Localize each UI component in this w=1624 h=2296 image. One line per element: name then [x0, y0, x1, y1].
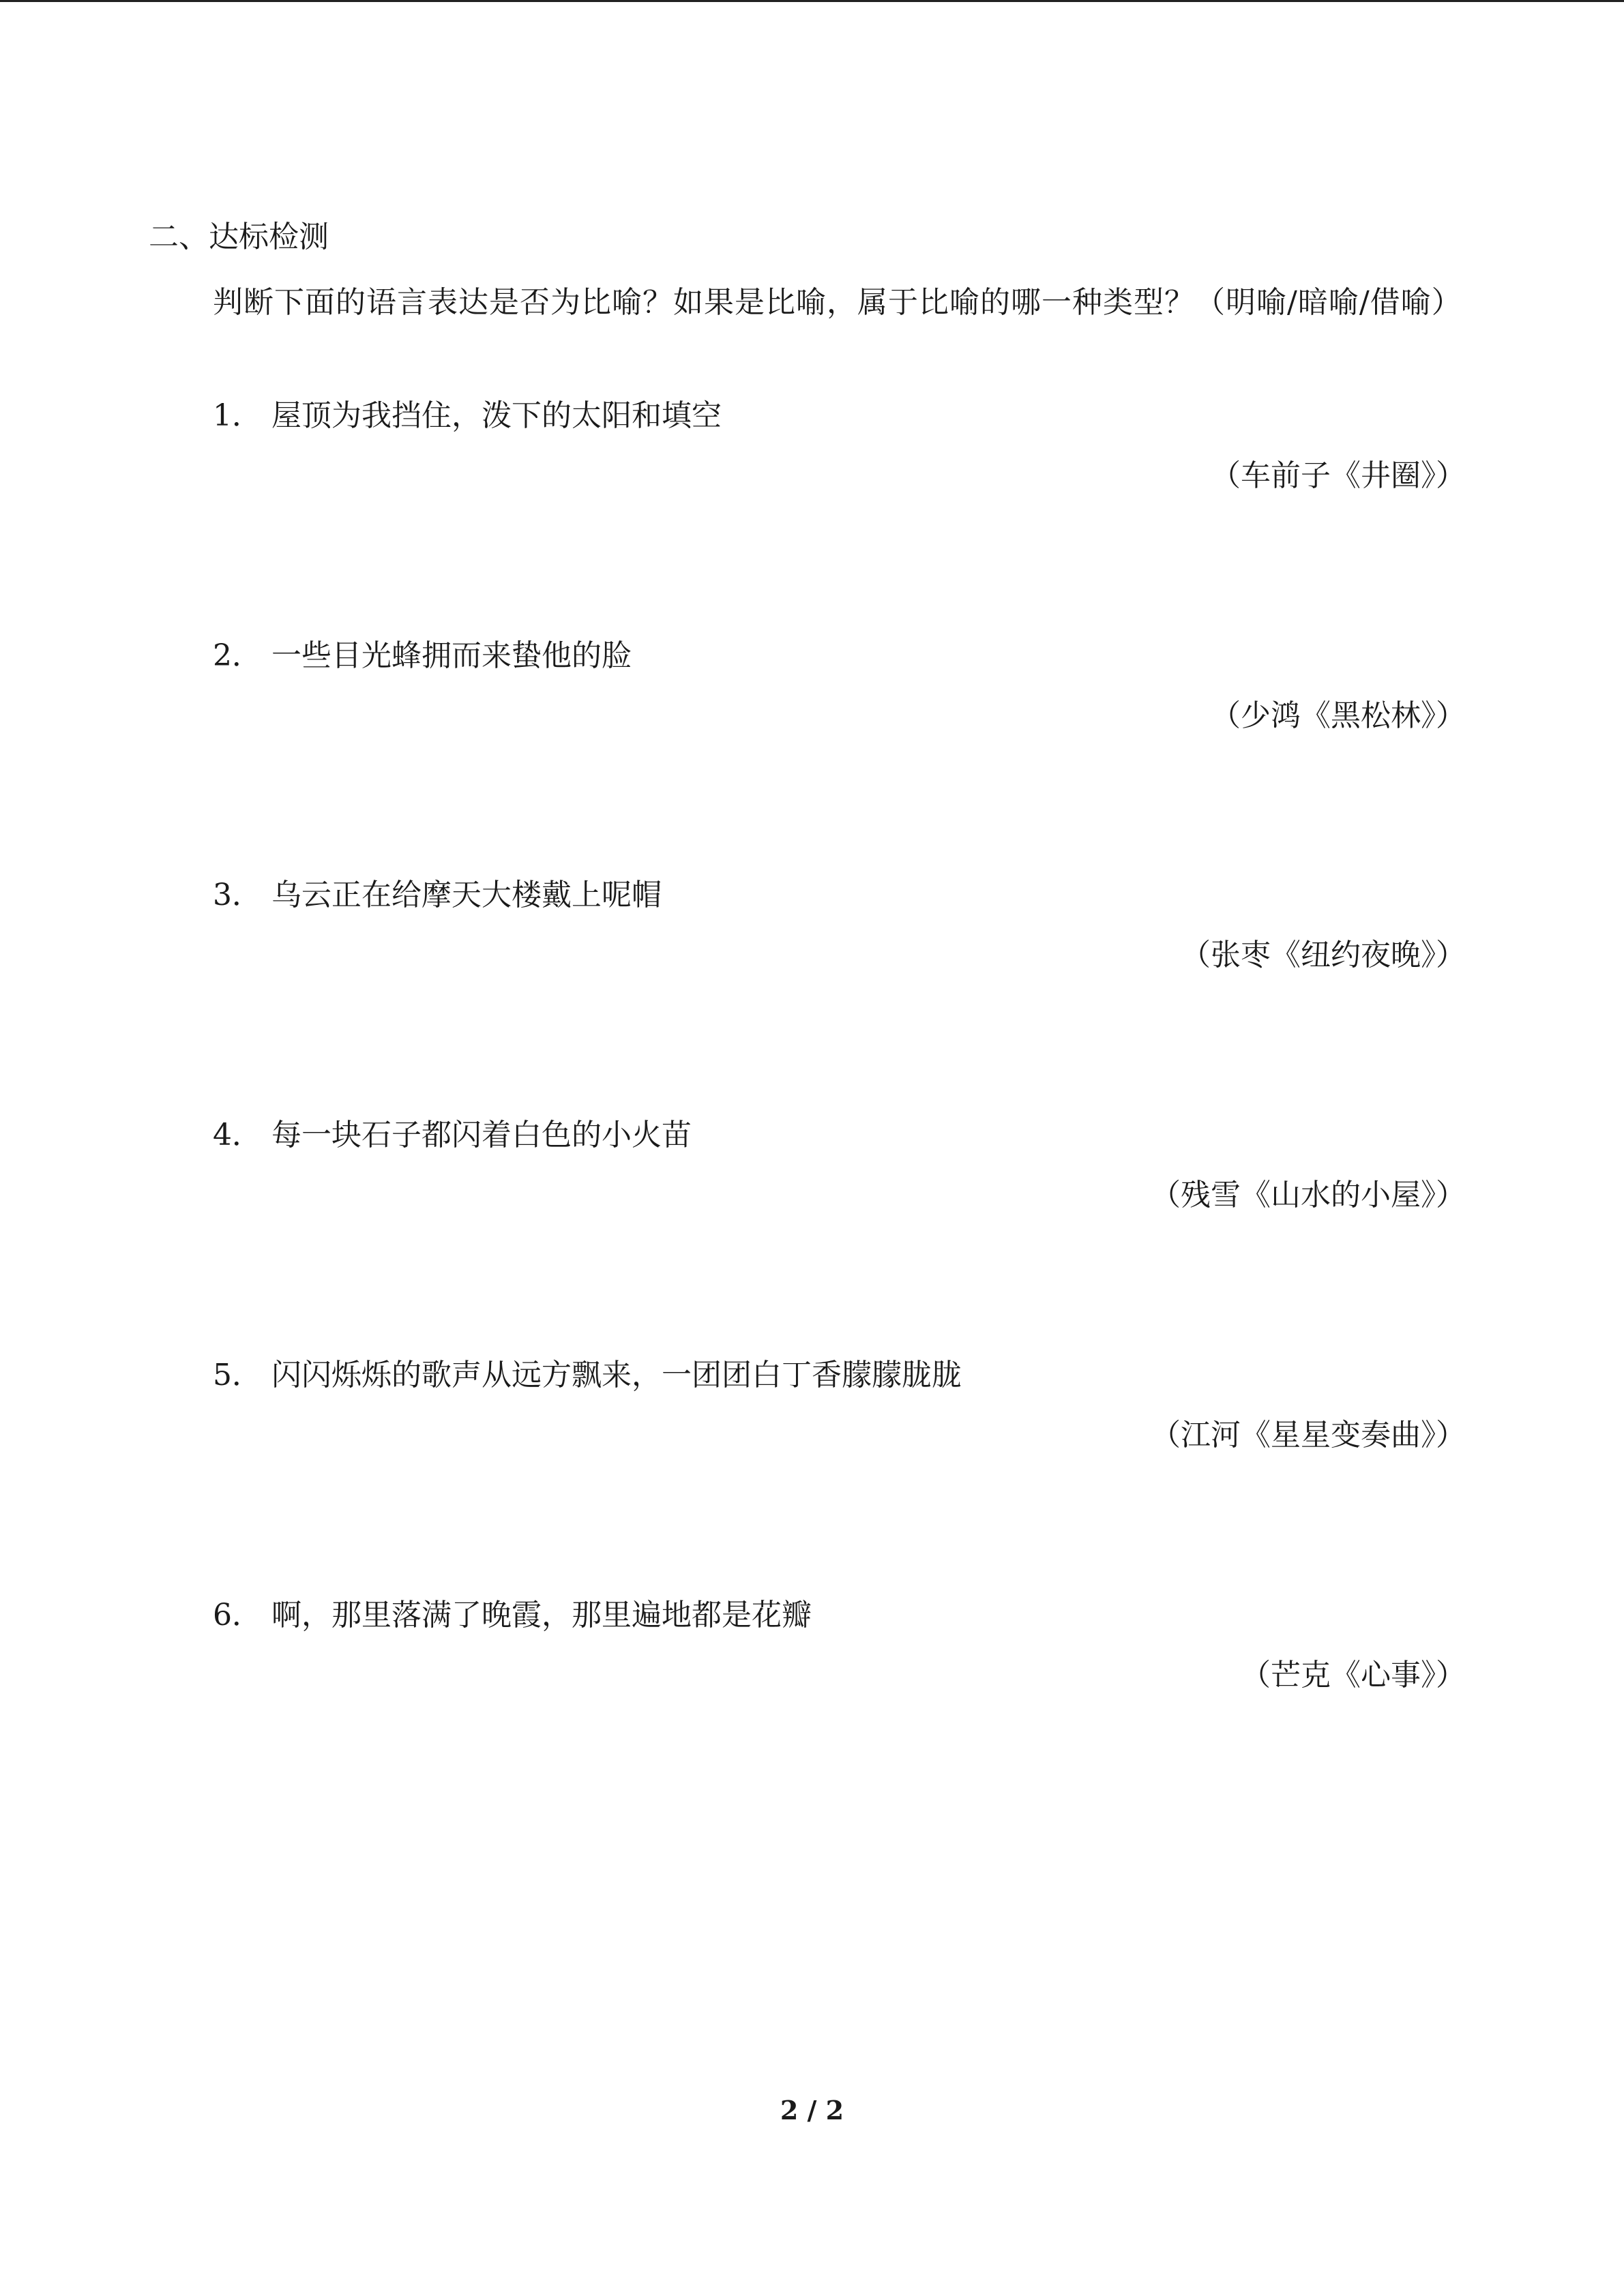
section-heading: 二、达标检测 — [149, 220, 329, 254]
question-text: 啊，那里落满了晚霞，那里遍地都是花瓣 — [271, 1598, 812, 1632]
page-number: 2 / 2 — [780, 2095, 844, 2126]
question-text: 每一块石子都闪着白色的小火苗 — [271, 1118, 692, 1152]
instructions-paragraph: 判断下面的语言表达是否为比喻？如果是比喻，属于比喻的哪一种类型？（明喻/暗喻/借喻） — [213, 285, 1462, 320]
question-4-source: （残雪《山水的小屋》） — [1151, 1178, 1466, 1212]
question-number: 1． — [213, 398, 262, 433]
question-6-source: （芒克《心事》） — [1241, 1658, 1466, 1693]
question-text: 闪闪烁烁的歌声从远方飘来，一团团白丁香朦朦胧胧 — [271, 1358, 962, 1392]
question-number: 4． — [213, 1118, 262, 1152]
question-number: 5． — [213, 1358, 262, 1392]
question-3-source: （张枣《纽约夜晚》） — [1181, 938, 1466, 972]
question-3 — [213, 875, 662, 916]
question-number: 6． — [213, 1598, 262, 1632]
question-1 — [213, 396, 722, 436]
question-number: 2． — [213, 638, 262, 673]
question-5-source: （江河《星星变奏曲》） — [1151, 1418, 1466, 1452]
question-2 — [213, 636, 632, 676]
question-5 — [213, 1355, 962, 1396]
question-text: 屋顶为我挡住，泼下的太阳和填空 — [271, 398, 722, 433]
question-text: 乌云正在给摩天大楼戴上呢帽 — [271, 878, 662, 912]
question-text: 一些目光蜂拥而来蛰他的脸 — [271, 638, 632, 673]
question-1-source: （车前子《井圈》） — [1211, 458, 1466, 493]
question-2-source: （少鸿《黑松林》） — [1211, 698, 1466, 733]
question-6 — [213, 1595, 812, 1636]
question-4 — [213, 1115, 692, 1156]
question-number: 3． — [213, 878, 262, 912]
